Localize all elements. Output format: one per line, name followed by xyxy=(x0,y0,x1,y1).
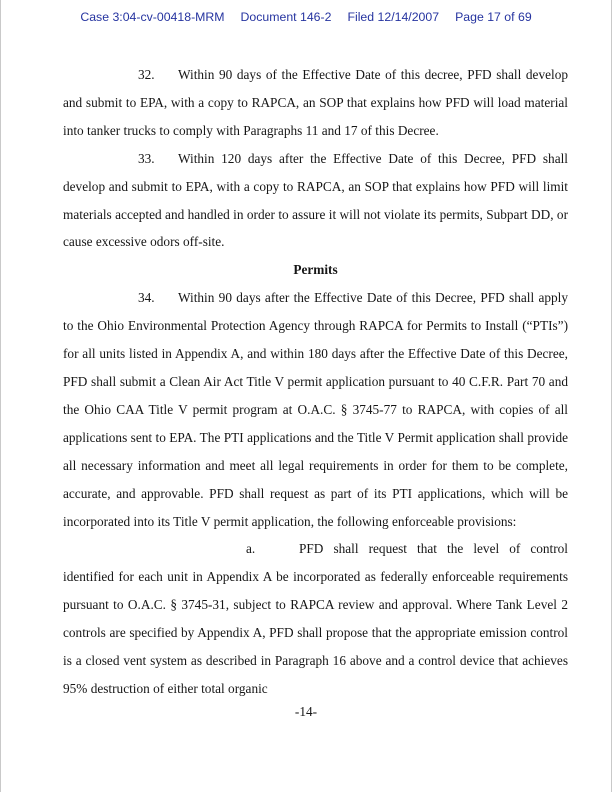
paragraph-33-number: 33. xyxy=(138,150,155,166)
section-heading-permits: Permits xyxy=(293,262,338,278)
paragraph-33-text: Within 120 days after the Effective Date of this Decree, PFD shall develop and submit to EPA, with a copy to RAPCA, an SOP that explains how PFD will limit materials accepted and handled in order to assure it will not violate its permits, Subpart DD, or cause excessive odors off-site. xyxy=(63,150,568,250)
paragraph-32-number: 32. xyxy=(138,67,155,82)
header-page-info: Page 17 of 69 xyxy=(455,10,532,24)
court-header xyxy=(1,10,611,24)
header-case-number: Case 3:04-cv-00418-MRM xyxy=(80,10,225,24)
paragraph-34-text: Within 90 days after the Effective Date of this Decree, PFD shall apply to the Ohio Environmental Protection Agency through RAPCA for Permits to Install (“PTIs”) for all units listed in Appendix A, and within 180 days after the Effective Date of this Decree, PFD shall submit a Clean Air Act Title V permit application pursuant to 40 C.F.R. Part 70 and the Ohio CAA Title V permit program at O.A.C. § 3745-77 to RAPCA, with copies of all applications sent to EPA. The PTI applications and the Title V Permit application shall provide all necessary information and meet all legal requirements in order for them to be complete, accurate, and approvable. PFD shall request as part of its PTI applications, which will be incorporated into its Title V permit application, the following enforceable provisions: xyxy=(63,290,568,529)
header-filed-date: Filed 12/14/2007 xyxy=(347,10,440,24)
paragraph-33 xyxy=(63,145,568,257)
paragraph-34a-text: PFD shall request that the level of control identified for each unit in Appendix A be incorporated as federally enforceable requirements pursuant to O.A.C. § 3745-31, subject to RAPCA review and approval. Where Tank Level 2 controls are specified by Appendix A, PFD shall propose that the appropriate emission control is a closed vent system as described in Paragraph 16 above and a control device that achieves 95% destruction of either total organic xyxy=(63,541,568,696)
page-number-footer: -14- xyxy=(294,704,318,719)
paragraph-34-number: 34. xyxy=(138,290,155,306)
paragraph-34 xyxy=(63,284,568,535)
header-document-number: Document 146-2 xyxy=(240,10,332,24)
paragraph-34a xyxy=(63,535,568,702)
paragraph-34a-number: a. xyxy=(246,541,256,557)
paragraph-32 xyxy=(63,61,568,145)
document-body xyxy=(63,61,568,703)
paragraph-32-text: Within 90 days of the Effective Date of this decree, PFD shall develop and submit to EPA, with a copy to RAPCA, an SOP that explains how PFD will load material into tanker trucks to comply with Paragraphs 11 and 17 of this Decree. xyxy=(63,67,568,138)
